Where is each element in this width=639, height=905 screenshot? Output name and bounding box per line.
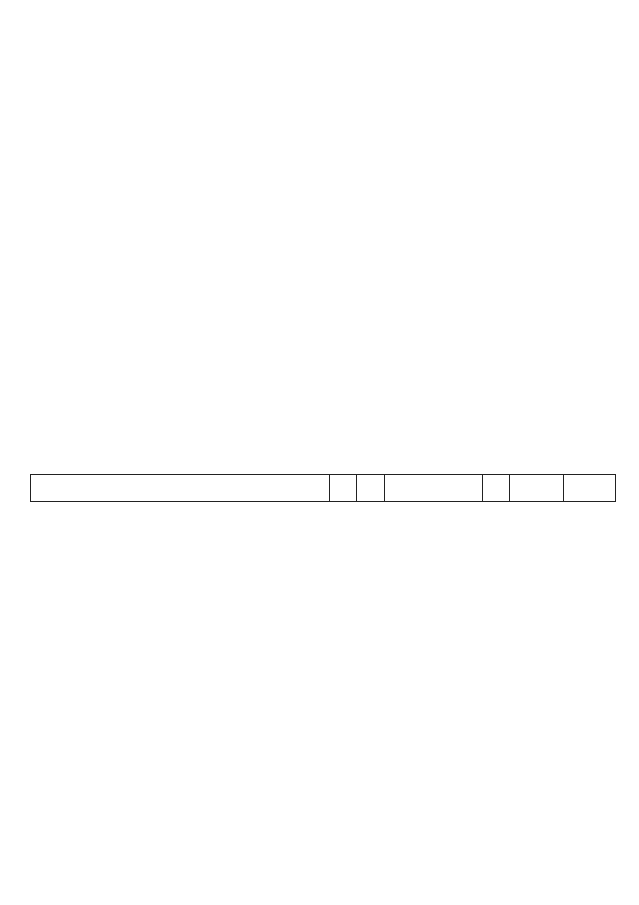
column-header-vr	[482, 475, 510, 501]
spacer	[30, 504, 616, 513]
column-header-sum-2021	[509, 475, 564, 501]
table-header	[30, 474, 616, 502]
column-header-pr	[356, 475, 385, 501]
budget-table-body	[30, 504, 616, 513]
column-header-csr	[384, 475, 483, 501]
column-header-name	[31, 475, 330, 501]
column-header-rz	[329, 475, 357, 501]
column-header-sum-2022	[563, 475, 615, 501]
